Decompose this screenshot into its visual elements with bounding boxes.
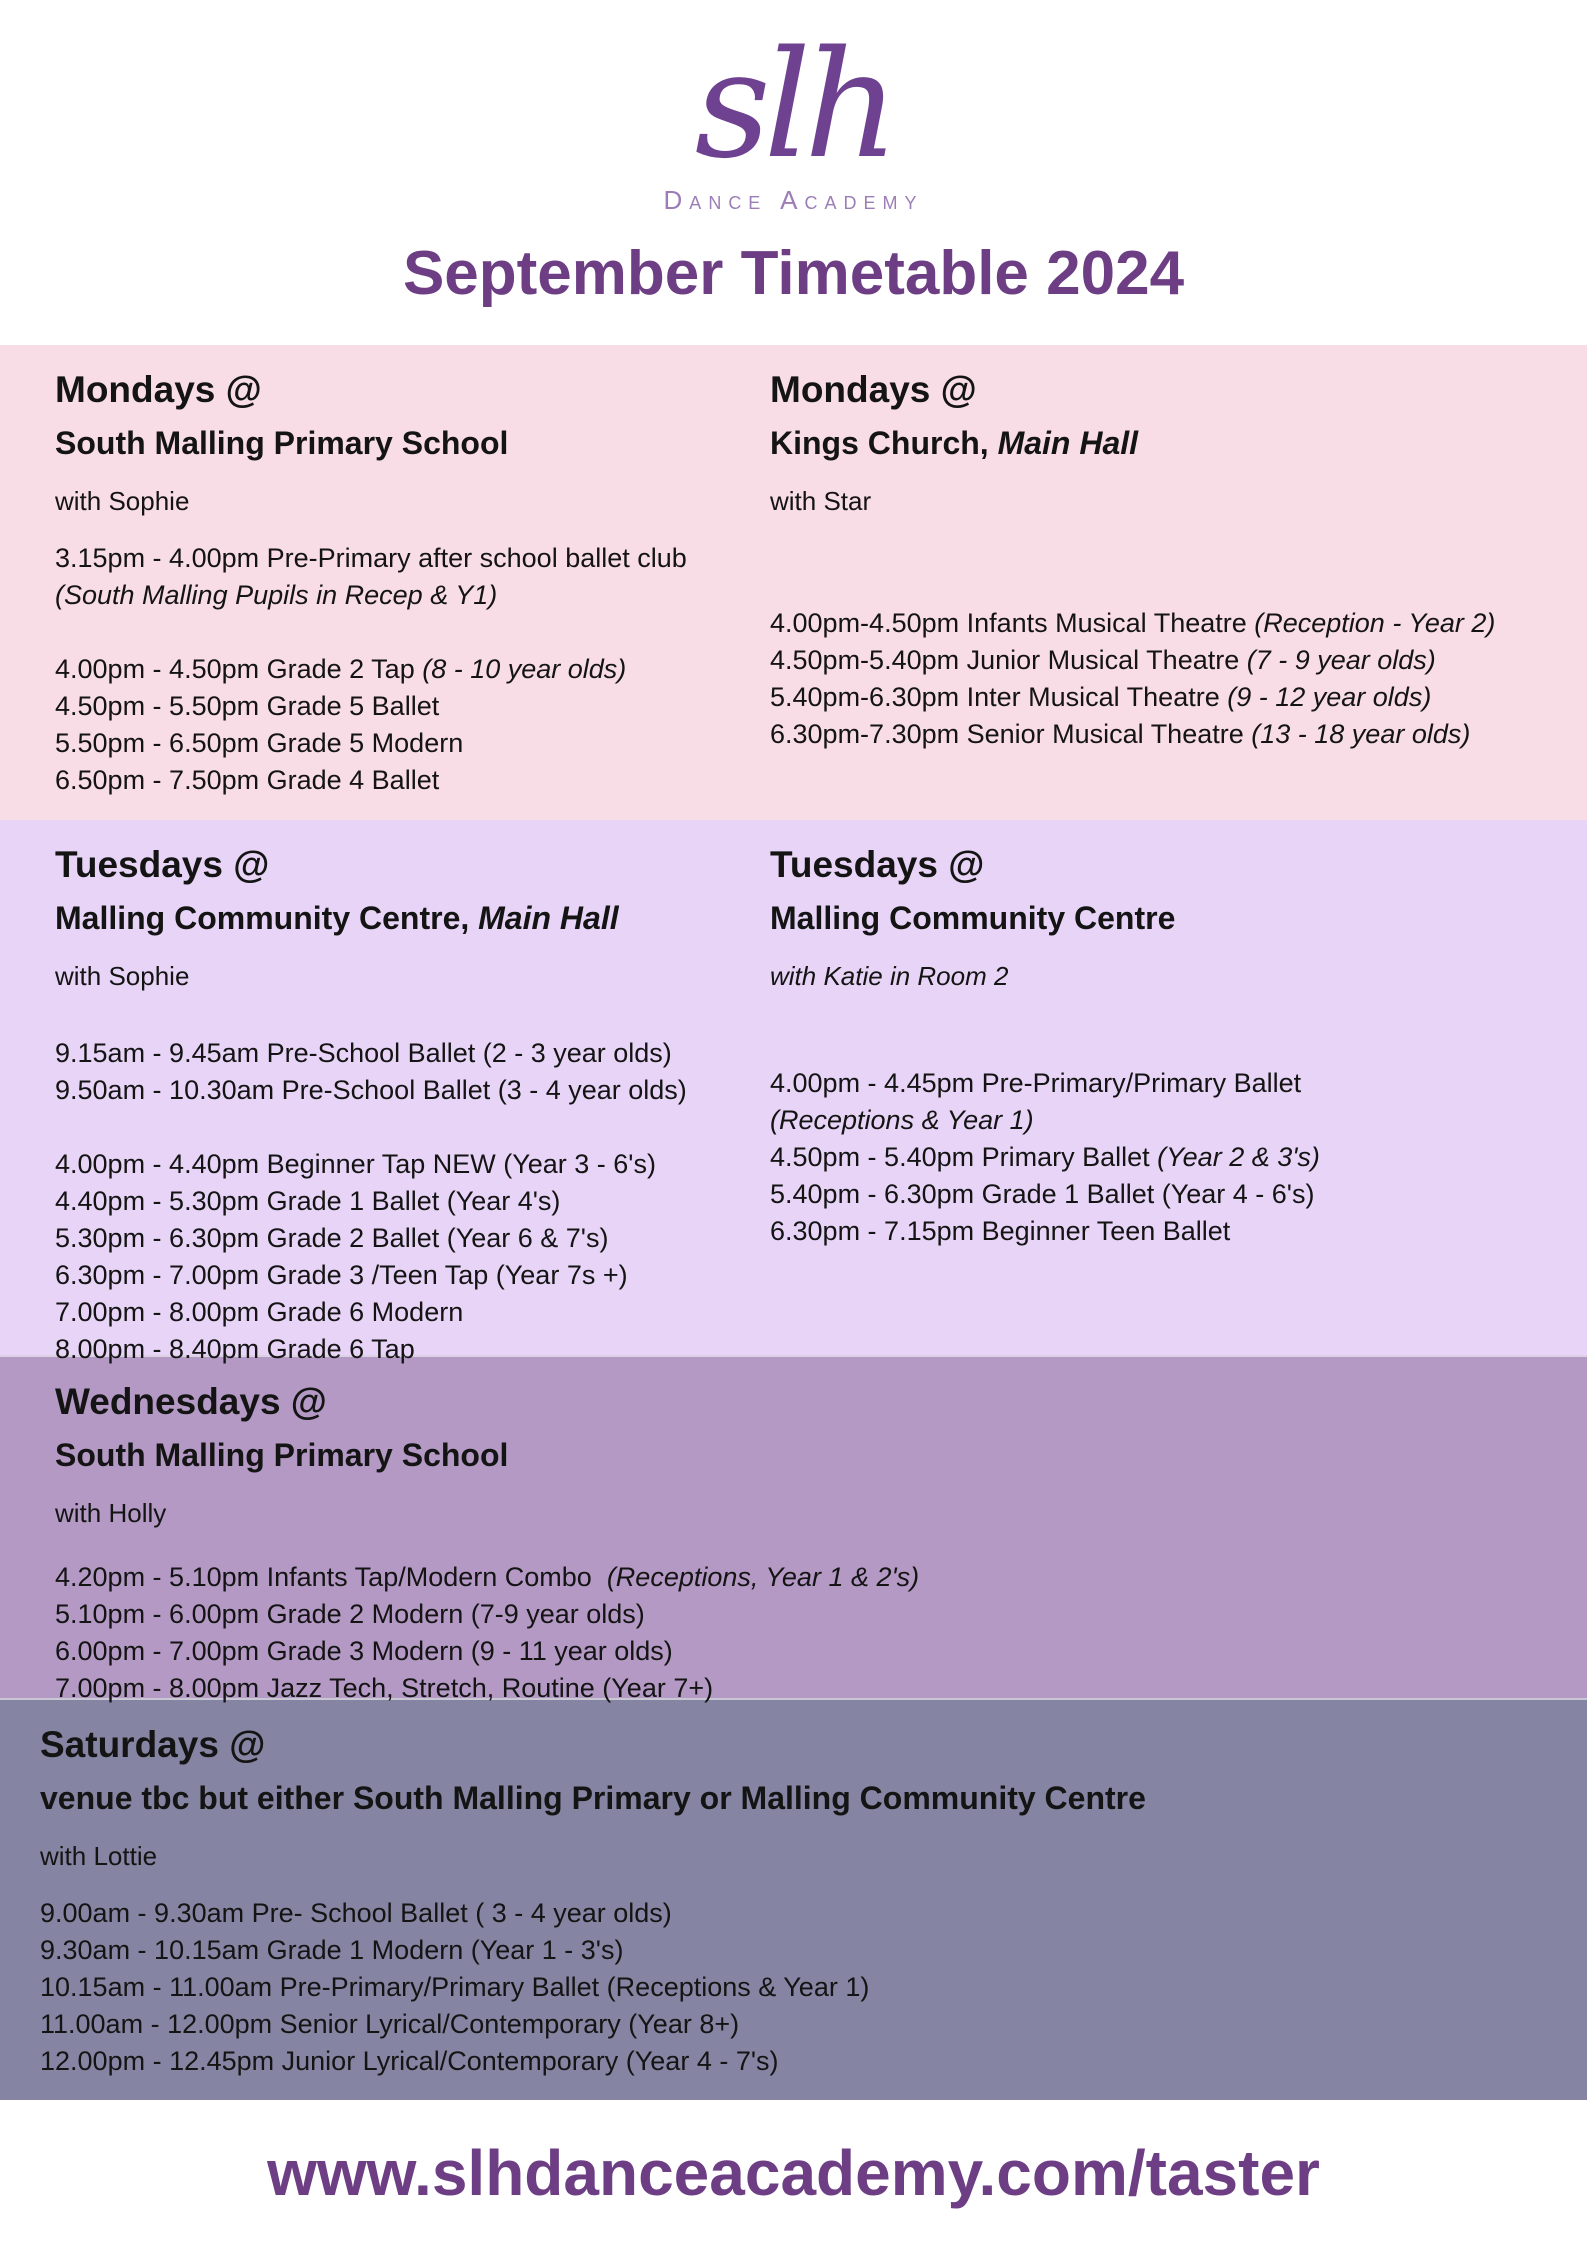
venue-heading xyxy=(770,898,1559,938)
class-text: 9.30am - 10.15am Grade 1 Modern (Year 1 - 3's) xyxy=(40,1935,624,1966)
class-text: 6.30pm - 7.00pm Grade 3 /Teen Tap (Year 7s +) xyxy=(55,1260,628,1291)
class-list xyxy=(55,1559,1559,1707)
columns-tuesdays xyxy=(55,842,1559,1368)
class-entry xyxy=(40,2043,1559,2080)
class-italic: (South Malling Pupils in Recep & Y1) xyxy=(55,580,498,611)
class-text: 4.40pm - 5.30pm Grade 1 Ballet (Year 4's) xyxy=(55,1186,561,1217)
website-link[interactable]: www.slhdanceacademy.com/taster xyxy=(267,2136,1320,2209)
day-heading: Saturdays @ xyxy=(40,1724,266,1765)
column-mondays-1 xyxy=(55,367,770,799)
venue-heading xyxy=(40,1778,1559,1818)
class-italic: (8 - 10 year olds) xyxy=(422,654,627,685)
class-entry xyxy=(55,1146,770,1183)
class-text: 6.30pm - 7.15pm Beginner Teen Ballet xyxy=(770,1216,1231,1247)
class-text: 4.50pm - 5.50pm Grade 5 Ballet xyxy=(55,691,440,722)
day-heading: Wednesdays @ xyxy=(55,1381,327,1422)
column-mondays-2 xyxy=(770,367,1559,799)
class-text: 11.00am - 12.00pm Senior Lyrical/Contemporary (Year 8+) xyxy=(40,2009,740,2040)
class-text: 12.00pm - 12.45pm Junior Lyrical/Contemporary (Year 4 - 7's) xyxy=(40,2046,779,2077)
class-text: 4.00pm-4.50pm Infants Musical Theatre xyxy=(770,608,1255,639)
class-italic: (Year 2 & 3's) xyxy=(1157,1142,1320,1173)
teacher-label xyxy=(55,1497,1559,1531)
venue-text: venue tbc but either South Malling Primary or Malling Community Centre xyxy=(40,1780,1146,1817)
class-entry xyxy=(770,1213,1559,1250)
class-entry xyxy=(770,642,1559,679)
class-text: 10.15am - 11.00am Pre-Primary/Primary Ballet (Receptions & Year 1) xyxy=(40,1972,870,2003)
class-entry xyxy=(55,1035,770,1072)
columns-wednesdays xyxy=(55,1379,1559,1707)
class-entry xyxy=(55,1331,770,1368)
column-saturdays-1 xyxy=(40,1722,1559,2080)
class-text: 9.00am - 9.30am Pre- School Ballet ( 3 - 4 year olds) xyxy=(40,1898,672,1929)
venue-heading xyxy=(770,423,1559,463)
day-heading: Tuesdays @ xyxy=(55,844,270,885)
class-list xyxy=(770,1065,1559,1250)
poster-footer xyxy=(0,2100,1587,2245)
class-entry xyxy=(770,1065,1559,1102)
class-list xyxy=(770,605,1559,753)
section-saturdays xyxy=(0,1698,1587,2100)
teacher-italic: with Katie in Room 2 xyxy=(770,961,1009,992)
class-text: 5.10pm - 6.00pm Grade 2 Modern (7-9 year olds) xyxy=(55,1599,645,1630)
class-entry xyxy=(55,725,770,762)
section-wednesdays xyxy=(0,1355,1587,1704)
class-entry xyxy=(40,1969,1559,2006)
venue-text: Kings Church, xyxy=(770,425,998,462)
class-italic: (Reception - Year 2) xyxy=(1254,608,1496,639)
venue-heading xyxy=(55,423,770,463)
class-entry xyxy=(55,1220,770,1257)
class-entry xyxy=(55,1559,1559,1596)
class-entry xyxy=(55,1183,770,1220)
section-tuesdays xyxy=(0,820,1587,1365)
class-text: 5.40pm - 6.30pm Grade 1 Ballet (Year 4 - 6's) xyxy=(770,1179,1315,1210)
class-entry xyxy=(770,679,1559,716)
spacer xyxy=(55,1109,770,1146)
class-text: 6.00pm - 7.00pm Grade 3 Modern (9 - 11 year olds) xyxy=(55,1636,673,1667)
teacher-label xyxy=(40,1840,1559,1874)
teacher-text: with Sophie xyxy=(55,486,190,517)
class-text: 4.00pm - 4.40pm Beginner Tap NEW (Year 3 - 6's) xyxy=(55,1149,656,1180)
columns-mondays xyxy=(55,367,1559,799)
venue-text: South Malling Primary School xyxy=(55,425,509,462)
teacher-text: with Sophie xyxy=(55,961,190,992)
class-entry xyxy=(55,651,770,688)
logo-subtitle: Dance Academy xyxy=(663,185,924,216)
spacer xyxy=(55,614,770,651)
class-entry xyxy=(55,1633,1559,1670)
class-list xyxy=(55,540,770,799)
column-wednesdays-1 xyxy=(55,1379,1559,1707)
class-text: 8.00pm - 8.40pm Grade 6 Tap xyxy=(55,1334,415,1365)
venue-italic: Main Hall xyxy=(997,425,1139,462)
poster-header xyxy=(0,0,1587,345)
class-list xyxy=(40,1895,1559,2080)
section-mondays xyxy=(0,345,1587,820)
class-text: 4.50pm-5.40pm Junior Musical Theatre xyxy=(770,645,1247,676)
venue-text: South Malling Primary School xyxy=(55,1437,509,1474)
class-entry xyxy=(40,1895,1559,1932)
class-text: 6.50pm - 7.50pm Grade 4 Ballet xyxy=(55,765,440,796)
class-entry xyxy=(55,1294,770,1331)
teacher-label xyxy=(770,485,1559,519)
venue-text: Malling Community Centre xyxy=(770,900,1176,937)
class-text: 5.50pm - 6.50pm Grade 5 Modern xyxy=(55,728,464,759)
class-entry xyxy=(770,605,1559,642)
class-text: 6.30pm-7.30pm Senior Musical Theatre xyxy=(770,719,1252,750)
class-entry xyxy=(770,1176,1559,1213)
class-text: 7.00pm - 8.00pm Grade 6 Modern xyxy=(55,1297,464,1328)
day-heading: Tuesdays @ xyxy=(770,844,985,885)
class-list xyxy=(55,1035,770,1368)
class-italic: (Receptions & Year 1) xyxy=(770,1105,1034,1136)
class-entry xyxy=(55,1596,1559,1633)
venue-heading xyxy=(55,898,770,938)
class-entry xyxy=(770,1139,1559,1176)
teacher-text: with Holly xyxy=(55,1498,167,1529)
slh-logo: slh xyxy=(694,19,893,191)
teacher-text: with Star xyxy=(770,486,872,517)
timetable-sections xyxy=(0,345,1587,2100)
column-tuesdays-2 xyxy=(770,842,1559,1368)
class-italic: (9 - 12 year olds) xyxy=(1227,682,1432,713)
class-text: 9.50am - 10.30am Pre-School Ballet (3 - 4 year olds) xyxy=(55,1075,687,1106)
class-entry xyxy=(55,1257,770,1294)
teacher-label xyxy=(770,960,1559,994)
class-italic: (13 - 18 year olds) xyxy=(1251,719,1471,750)
class-entry xyxy=(55,577,770,614)
day-heading: Mondays @ xyxy=(55,369,262,410)
venue-italic: Main Hall xyxy=(478,900,619,937)
class-text: 9.15am - 9.45am Pre-School Ballet (2 - 3 year olds) xyxy=(55,1038,672,1069)
class-entry xyxy=(55,540,770,577)
class-italic: (7 - 9 year olds) xyxy=(1246,645,1436,676)
class-text: 4.00pm - 4.50pm Grade 2 Tap xyxy=(55,654,423,685)
class-entry xyxy=(40,2006,1559,2043)
class-italic: (Receptions, Year 1 & 2's) xyxy=(606,1562,920,1593)
class-entry xyxy=(40,1932,1559,1969)
class-entry xyxy=(55,1670,1559,1707)
class-text: 4.20pm - 5.10pm Infants Tap/Modern Combo xyxy=(55,1562,607,1593)
class-text: 4.00pm - 4.45pm Pre-Primary/Primary Ballet xyxy=(770,1068,1302,1099)
venue-heading xyxy=(55,1435,1559,1475)
teacher-text: with Lottie xyxy=(40,1841,158,1872)
page-title: September Timetable 2024 xyxy=(402,239,1185,309)
teacher-label xyxy=(55,960,770,994)
class-entry xyxy=(55,1072,770,1109)
class-text: 4.50pm - 5.40pm Primary Ballet xyxy=(770,1142,1158,1173)
class-entry xyxy=(770,716,1559,753)
column-tuesdays-1 xyxy=(55,842,770,1368)
day-heading: Mondays @ xyxy=(770,369,977,410)
class-text: 5.30pm - 6.30pm Grade 2 Ballet (Year 6 & 7's) xyxy=(55,1223,609,1254)
venue-text: Malling Community Centre, xyxy=(55,900,479,937)
class-text: 3.15pm - 4.00pm Pre-Primary after school ballet club xyxy=(55,543,687,574)
teacher-label xyxy=(55,485,770,519)
class-entry xyxy=(55,762,770,799)
class-text: 5.40pm-6.30pm Inter Musical Theatre xyxy=(770,682,1228,713)
columns-saturdays xyxy=(40,1722,1559,2080)
class-entry xyxy=(55,688,770,725)
class-text: 7.00pm - 8.00pm Jazz Tech, Stretch, Routine (Year 7+) xyxy=(55,1673,714,1704)
class-entry xyxy=(770,1102,1559,1139)
